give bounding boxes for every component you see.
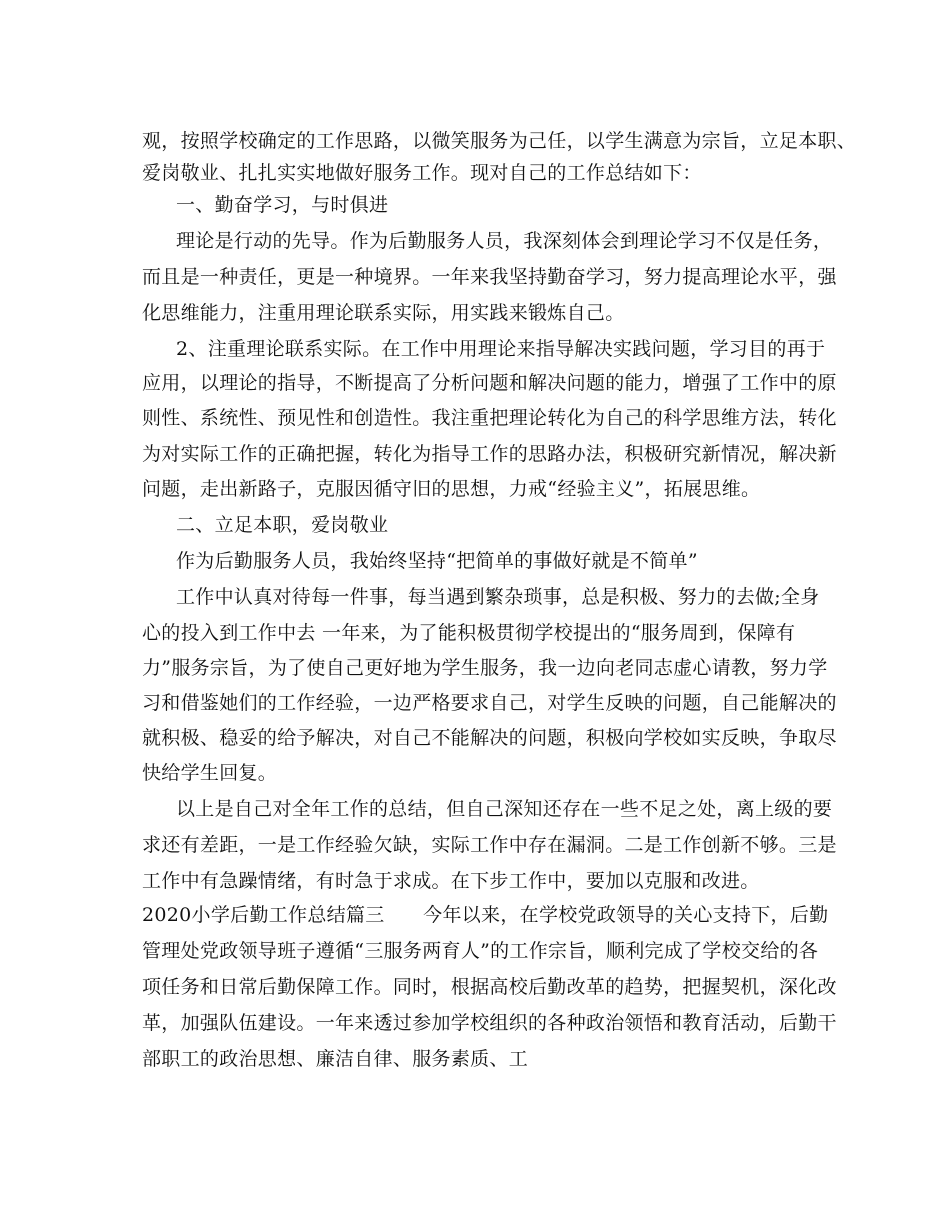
text-line: 观，按照学校确定的工作思路，以微笑服务为己任，以学生满意为宗旨，立足本职、	[142, 130, 857, 152]
text-line: 求还有差距，一是工作经验欠缺，实际工作中存在漏洞。二是工作创新不够。三是	[142, 834, 837, 856]
text-line: 管理处党政领导班子遵循“三服务两育人”的工作宗旨，顺利完成了学校交给的各	[142, 940, 819, 962]
text-line: 作为后勤服务人员，我始终坚持“把简单的事做好就是不简单”	[176, 550, 698, 572]
text-line: 项任务和日常后勤保障工作。同时，根据高校后勤改革的趋势，把握契机，深化改	[142, 976, 837, 998]
text-line: 理论是行动的先导。作为后勤服务人员，我深刻体会到理论学习不仅是任务，	[176, 230, 833, 252]
text-line: 问题，走出新路子，克服因循守旧的思想，力戒“经验主义”，拓展思维。	[142, 478, 761, 500]
section-title-line: 2020小学后勤工作总结篇三 今年以来，在学校党政领导的关心支持下，后勤	[142, 904, 829, 926]
text-line: 爱岗敬业、扎扎实实地做好服务工作。现对自己的工作总结如下：	[142, 162, 702, 184]
text-line: 应用，以理论的指导，不断提高了分析问题和解决问题的能力，增强了工作中的原	[142, 372, 837, 394]
text-line: 则性、系统性、预见性和创造性。我注重把理论转化为自己的科学思维方法，转化	[142, 407, 837, 429]
text-line: 革，加强队伍建设。一年来透过参加学校组织的各种政治领悟和教育活动，后勤干	[142, 1012, 837, 1034]
text-line: 而且是一种责任，更是一种境界。一年来我坚持勤奋学习，努力提高理论水平，强	[142, 266, 837, 288]
text-line: 快给学生回复。	[142, 762, 278, 784]
text-line: 以上是自己对全年工作的总结，但自己深知还存在一些不足之处，离上级的要	[176, 798, 833, 820]
section-heading: 一、勤奋学习，与时俱进	[176, 194, 389, 216]
text-line: 为对实际工作的正确把握，转化为指导工作的思路办法，积极研究新情况，解决新	[142, 443, 837, 465]
text-line: 工作中有急躁情绪，有时急于求成。在下步工作中，要加以克服和改进。	[142, 870, 760, 892]
section-heading: 二、立足本职，爱岗敬业	[176, 514, 389, 536]
text-line: 工作中认真对待每一件事，每当遇到繁杂琐事，总是积极、努力的去做;全身	[176, 586, 820, 608]
text-line: 化思维能力，注重用理论联系实际，用实践来锻炼自己。	[142, 302, 625, 324]
text-line: 2、注重理论联系实际。在工作中用理论来指导解决实践问题，学习目的再于	[176, 338, 826, 360]
text-line: 就积极、稳妥的给予解决，对自己不能解决的问题，积极向学校如实反映，争取尽	[142, 727, 837, 749]
text-line: 习和借鉴她们的工作经验，一边严格要求自己，对学生反映的问题，自己能解决的	[142, 692, 837, 714]
text-line: 力”服务宗旨，为了使自己更好地为学生服务，我一边向老同志虚心请教，努力学	[142, 657, 828, 679]
text-line: 心的投入到工作中去 一年来，为了能积极贯彻学校提出的“服务周到，保障有	[142, 622, 796, 644]
text-line: 部职工的政治思想、廉洁自律、服务素质、工	[142, 1048, 529, 1070]
